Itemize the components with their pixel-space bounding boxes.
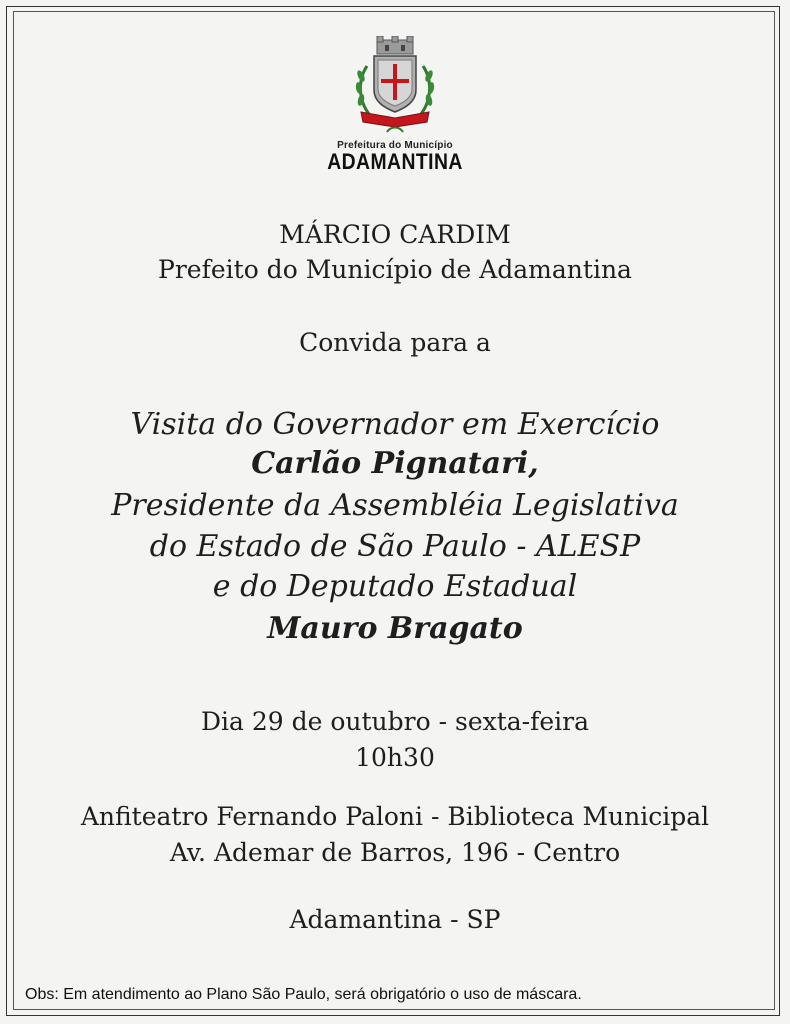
event-line-5: e do Deputado Estadual	[212, 569, 578, 604]
venue-city: Adamantina - SP	[289, 905, 501, 934]
event-line-3: Presidente da Assembléia Legislativa	[111, 488, 679, 523]
coat-of-arms-icon	[347, 36, 443, 136]
event-time: 10h30	[355, 743, 435, 772]
venue-address: Av. Ademar de Barros, 196 - Centro	[169, 838, 621, 867]
guest-1-name: Carlão Pignatari,	[251, 446, 539, 481]
host-name: MÁRCIO CARDIM	[279, 220, 511, 249]
municipal-logo	[0, 36, 790, 173]
event-line-1: Visita do Governador em Exercício	[130, 407, 660, 442]
mask-note: Obs: Em atendimento ao Plano São Paulo, será obrigatório o uso de máscara.	[25, 986, 582, 1003]
logo-city-text: ADAMANTINA	[327, 149, 463, 174]
event-line-4: do Estado de São Paulo - ALESP	[149, 529, 641, 564]
host-role: Prefeito do Município de Adamantina	[158, 255, 632, 284]
invite-text: Convida para a	[299, 328, 491, 357]
event-date: Dia 29 de outubro - sexta-feira	[200, 707, 590, 736]
venue-name: Anfiteatro Fernando Paloni - Biblioteca Municipal	[80, 802, 710, 831]
guest-2-name: Mauro Bragato	[267, 611, 523, 646]
logo-prefix-text: Prefeitura do Município	[337, 140, 453, 151]
